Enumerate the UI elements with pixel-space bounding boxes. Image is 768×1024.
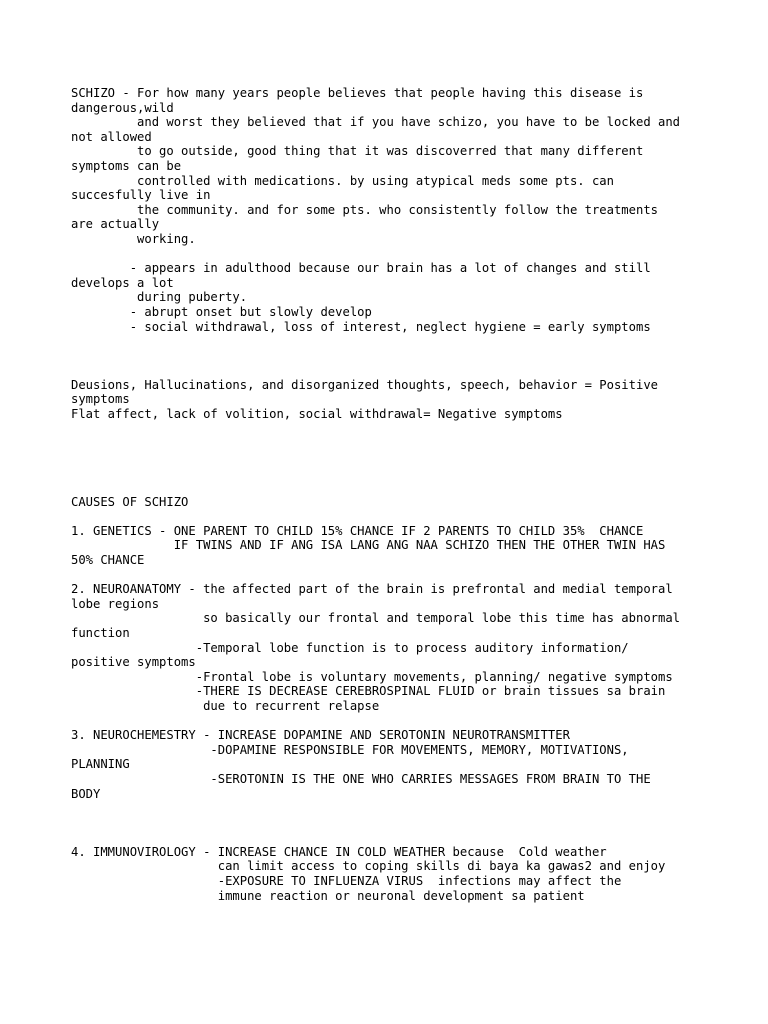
text-line: dangerous,wild: [71, 100, 174, 115]
text-line: Flat affect, lack of volition, social withdrawal= Negative symptoms: [71, 407, 563, 422]
text-line: -EXPOSURE TO INFLUENZA VIRUS infections may affect the: [71, 874, 622, 889]
text-line: can limit access to coping skills di baya ka gawas2 and enjoy: [71, 859, 666, 874]
text-line: during puberty.: [71, 290, 248, 305]
text-line: not allowed: [71, 129, 152, 144]
text-line: -Frontal lobe is voluntary movements, planning/ negative symptoms: [71, 669, 673, 684]
text-line: due to recurrent relapse: [71, 698, 380, 713]
blank-line: [71, 509, 711, 524]
text-line: 4. IMMUNOVIROLOGY - INCREASE CHANCE IN COLD WEATHER because Cold weather: [71, 844, 607, 859]
text-line: function: [71, 625, 130, 640]
blank-line: [71, 363, 711, 378]
text-line: and worst they believed that if you have schizo, you have to be locked and: [71, 115, 681, 130]
text-line: PLANNING: [71, 757, 130, 772]
text-line: -THERE IS DECREASE CEREBROSPINAL FLUID or brain tissues sa brain: [71, 684, 666, 699]
text-line: -DOPAMINE RESPONSIBLE FOR MOVEMENTS, MEMORY, MOTIVATIONS,: [71, 742, 629, 757]
blank-line: [71, 451, 711, 466]
text-line: - abrupt onset but slowly develop: [71, 304, 372, 319]
blank-line: [71, 714, 711, 729]
text-line: symptoms: [71, 392, 130, 407]
blank-line: [71, 480, 711, 495]
text-line: IF TWINS AND IF ANG ISA LANG ANG NAA SCHIZO THEN THE OTHER TWIN HAS: [71, 538, 666, 553]
text-line: the community. and for some pts. who consistently follow the treatments: [71, 202, 658, 217]
document-page: [71, 86, 711, 903]
text-line: 1. GENETICS - ONE PARENT TO CHILD 15% CHANCE IF 2 PARENTS TO CHILD 35% CHANCE: [71, 523, 644, 538]
blank-line: [71, 816, 711, 831]
text-line: 3. NEUROCHEMESTRY - INCREASE DOPAMINE AND SEROTONIN NEUROTRANSMITTER: [71, 728, 570, 743]
blank-line: [71, 436, 711, 451]
text-line: SCHIZO - For how many years people believes that people having this disease is: [71, 86, 644, 100]
blank-line: [71, 422, 711, 437]
text-line: succesfully live in: [71, 188, 211, 203]
text-line: immune reaction or neuronal development sa patient: [71, 888, 585, 903]
text-line: working.: [71, 231, 196, 246]
text-line: develops a lot: [71, 275, 174, 290]
text-line: - appears in adulthood because our brain has a lot of changes and still: [71, 261, 651, 276]
text-line: -SEROTONIN IS THE ONE WHO CARRIES MESSAGES FROM BRAIN TO THE: [71, 771, 651, 786]
text-line: are actually: [71, 217, 160, 232]
text-line: Deusions, Hallucinations, and disorganized thoughts, speech, behavior = Positive: [71, 377, 658, 392]
text-line: positive symptoms: [71, 655, 196, 670]
text-line: BODY: [71, 786, 101, 801]
text-line: 2. NEUROANATOMY - the affected part of the brain is prefrontal and medial temporal: [71, 582, 673, 597]
blank-line: [71, 465, 711, 480]
blank-line: [71, 801, 711, 816]
blank-line: [71, 568, 711, 583]
text-line: 50% CHANCE: [71, 553, 145, 567]
text-line: CAUSES OF SCHIZO: [71, 494, 189, 509]
blank-line: [71, 247, 711, 262]
text-line: controlled with medications. by using atypical meds some pts. can: [71, 173, 614, 188]
text-line: to go outside, good thing that it was discoverred that many different: [71, 144, 644, 159]
blank-line: [71, 830, 711, 845]
text-line: - social withdrawal, loss of interest, neglect hygiene = early symptoms: [71, 319, 651, 334]
text-line: lobe regions: [71, 596, 160, 611]
blank-line: [71, 349, 711, 364]
blank-line: [71, 334, 711, 349]
text-line: symptoms can be: [71, 158, 182, 173]
text-line: -Temporal lobe function is to process auditory information/: [71, 640, 629, 655]
text-line: so basically our frontal and temporal lobe this time has abnormal: [71, 611, 681, 626]
